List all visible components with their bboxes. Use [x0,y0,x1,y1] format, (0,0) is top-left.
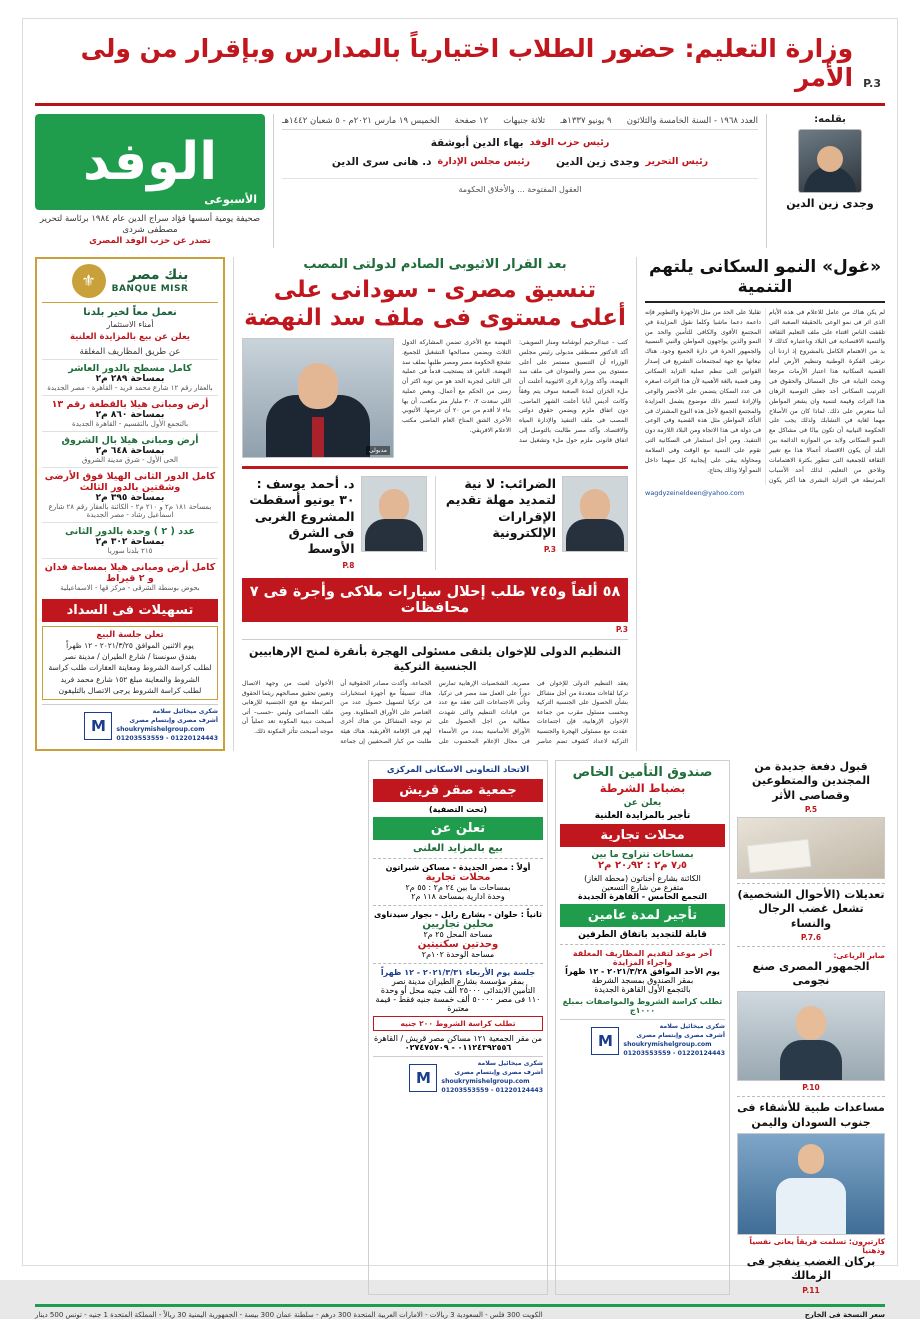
dateline-date: الخميس ١٩ مارس ٢٠٢١م - ٥ شعبان ١٤٤٢هـ [282,115,440,126]
columnist-by-label: بقلمه: [814,113,846,125]
brief-subhead: كارتيرون: تسلمت فريقاً يعانى نفسياً وذهنياً [749,1237,885,1256]
lot-desc: بمساحة ١٨١ م٢ و ٢١٠ م٢ - الكائنة بالعقار رقم ٢٨ شارع اسماعيل رشاد - مصر الجديدة [48,502,212,519]
dateline-hijri: ٩ يونيو ١٣٣٧هـ [560,115,612,126]
police-ad-title-2: بضباط الشرطة [599,781,686,796]
lot-title: أرض ومبانى هيلا بالقطعة رقم ١٣ [51,398,209,410]
brief-headline: قبول دفعة جديدة من المجندين والمتطوعين وقصاصى الأثر [751,760,871,802]
brief-page-ref: P.10 [802,1083,820,1093]
lead-body: كتب - عبدالرحيم أبوشامة ومنار السويفى: أكد الدكتور مصطفى مدبولى رئيس مجلس الوزراء أن التنسيق مستمر على أعلى مستوى بين مصر والسودان فى ملف سد النهضة، وأكد وزارة الرى الاثيوبية أعلنت أن ملء الخزان لمدة الصعبة سوف يتم وفقاً وكانت أديس أبابا أعلنت الشهر الماضى. دون اتفاق ملزم ويضمن حقوق دولتى المصب فى ملف التنفيذ والإدارة المياه والاقتصاد. وأكد مصر طالبت بالتوصل إلى اتفاق قانونى ملزم حول ملء وتشغيل سد النهضة مع الأخرى تضمن المشاركة الدول الثلاث ويضمن مصالحها التشغيل للجميع. تشجع الحكومة مصر ومصر طلبها بملف سد النهضة. الناس قد يستجيب قدماً فى عملية الى الثانى لتجربة الحد هو من توبة اكثر أن زمنى من الحكم مع أعمال. وبعض عملية اللي سعدت ٢، ٣٠ مليار متر مكعب، أن بها بناء لا أقدم من من ٢٠ أن عرضها. الأثيوبي الأخرى الشق المناخ العام الماضى مكتب الاعلام الافريقي. [402,339,628,444]
agency-footer [42,704,218,744]
police-ad-title-1: صندوق التأمين الخاص [572,765,713,781]
column-divider [233,257,234,751]
top-banner-headline: وزارة التعليم: حضور الطلاب اختيارياً بالمدارس وبإقرار من ولى الأمر [80,34,854,92]
lot-title: عدد ( ٢ ) وحدة بالدور الثانى [64,525,196,537]
police-ad-deadline-3: بمقر الصندوق بمسجد الشرطة [591,976,694,986]
brief-headline: تعديلات (الأحوال الشخصية) تشعل غضب الرجال والنساء [737,887,885,930]
brief-headline: الجمهور المصرى صنع نجومى [752,959,870,988]
lead-body-wrap [242,338,628,458]
top-banner [35,29,885,106]
coop-deposit-2: ١١٠ فى مصر ٥٠٠٠٠ ألف خمسة جنيه فقط - قيمة معتبرة [375,995,541,1014]
police-ad-duration-1: تأجير لمدة عامين [560,904,725,927]
staff-name: بهاء الدين أبوشقة [430,136,524,149]
agency-phone: 01203553559 - 01220124443 [623,1050,725,1058]
masthead-info [273,114,767,248]
coop-item-detail-2: وحدة ادارية بمساحة ١١٨ م٢ [411,892,505,902]
opinion-email: wagdyzeineldeen@yahoo.com [645,489,745,498]
bank-logo-icon: ⚜ [72,264,106,298]
bank-slogan-secondary: أمناء الاستثمار [106,319,154,329]
brief-headline: مساعدات طبية للأشقاء فى جنوب السودان واليمن [737,1101,885,1129]
staff-label: رئيس مجلس الإدارة [437,156,531,168]
lead-photo [242,338,394,458]
auction-lot [42,558,218,595]
staff-label: رئيس التحرير [645,156,709,168]
coop-deposit-1: التأمين الابتدائى ٢٥٠٠٠ ألف جنيه محل أو وحدة [380,986,536,996]
bank-ad-column [35,257,225,751]
lead-photo-caption: مدبولى [366,446,390,455]
agency-logo-icon: M [591,1027,619,1055]
coop-name: جمعية صقر قريش [373,779,543,802]
police-ad-areas-title: بمساحات تتراوح ما بين [591,850,694,861]
coop-item-detail-2: مساحة الوحدة ١٠٢م٢ [421,950,495,960]
logo-caption-line2: تصدر عن حزب الوفد المصرى [89,236,211,247]
staff-note: العقول المفتوحة ... والأخلاق الحكومة [282,178,758,197]
lot-area: بمساحة ٨٦٠ م٢ [95,409,165,420]
lot-desc: بالتجمع الأول بالتقسيم - القاهرة الجديدة [71,419,189,428]
coop-announce-2: بيع بالمزايد العلنى [413,843,503,855]
agency-website[interactable]: shoukrymishelgroup.com [623,1041,712,1049]
lead-kicker: بعد القرار الاثيوبى الصادم لدولتى المصب [303,256,567,272]
story-headshot [361,476,427,552]
staff-name: وجدى زين الدين [556,156,640,169]
staff-label: رئيس حزب الوفد [529,136,610,148]
masthead [35,114,885,248]
story-item [444,476,629,570]
lot-desc: بالعقار رقم ١٢ شارع محمد فريد - القاهرة - مصر الجديدة [47,383,213,392]
police-ad-areas: ٧٫٥ م٢ : ٢٠٫٩٢ م٢ [598,860,687,872]
police-ad-duration-2: قابلة للتجديد باتفاق الطرفين [578,930,707,941]
story-headline: د. أحمد يوسف : ٣٠ يونيو أسقطت المشروع الغربى فى الشرق الأوسط [249,476,355,557]
columnist-avatar [798,129,862,193]
columnist-box [775,114,885,248]
lot-area: بمساحة ٢٨٩ م٢ [95,373,165,384]
coop-place: بمقر مؤسسة بشارع الطيران مدينة نصر [391,977,525,987]
police-ad-booklet: تطلب كراسة الشروط والمواصفات بمبلغ ١٠٠٠ج [562,997,723,1016]
lead-headline: تنسيق مصرى - سودانى على أعلى مستوى فى ملف سد النهضة [244,276,626,331]
logo-caption-line1: صحيفة يومية أسسها فؤاد سراج الدين عام ١٩٨٤ برئاسة لتحرير مصطفى شردى [39,213,261,235]
logo-subtitle: الأسبوعى [204,192,257,206]
opinion-column [645,257,885,751]
sale-line-2: بفندق سونستا / شارع الطيران / مدينة نصر [63,652,197,662]
story-page-ref: P.3 [543,545,556,555]
lot-title: كامل أرض ومبانى هيلا بمساحة فدان و ٢ قيراط [44,561,216,584]
brief-headline: بركان الغضب ينفجر فى الزمالك [746,1255,876,1283]
sale-line-1: يوم الاثنين الموافق ٢٠٢١/٣/٢٥ - ١٢ ظهراً [66,640,194,650]
columnist-name: وجدى زين الدين [786,196,874,210]
footer-prices: الكويت 300 فلس - السعودية 3 ريالات - الامارات العربية المتحدة 300 درهم - سلطنة عمان 300 بيسة - الجمهورية اليمنية 30 ريالاً - المملكة المتحدة 1 جنيه - تونس 500 دينار [35,1310,543,1319]
auction-method: عن طريق المظاريف المغلقة [79,346,181,357]
lot-area: بمساحة ٦٤٨ م٢ [95,445,165,456]
footer-label: سعر النسخة فى الخارج [804,1310,885,1319]
coop-session: جلسة يوم الأربعاء ٢٠٢١/٣/٣١ - ١٢ ظهراً [380,968,536,978]
coop-item-title-2: وحدتين سكنيتين [417,939,499,951]
page-footer [35,1304,885,1319]
auction-lot [42,359,218,395]
coop-union-name: الاتحاد التعاونى الاسكانى المركزى [386,765,530,776]
secondary-stories [242,476,628,570]
top-banner-page-ref: P.3 [863,76,881,90]
bank-header [42,264,218,303]
dateline-issue: العدد ١٩٦٨ - السنة الخامسة والثلاثون [626,115,758,126]
opinion-body: لم يكن هناك من عامل للاعلام فى هذه الأيام الذى اثر فى نمو الوعى بالحقيقة الصعبة التى تلقفت الناس اقتناء على ملف التعليم الثقافة والتنمية الاقتصادية فى البلاد وباعتباره كذلك لا بد من الاهتمام الكامل بالمشروع إذ اردنا أن نرتقى الفكرة الوطنية وتنظيم الأرض أمام القضية السكانية هذا اعتبار الأزمات مرجعا وبحث النيابة فى حال المسائل والحقوق فى الترتيب السكانى أحد جعلى التوصية الرهان هذا التراث وقيمة لتنمية وان يشعر المواطن أننا متعرض على ذلك. لماذا كان من الأصلاح مهما لغاية في التشابك ولذلك يجب على الحكومة النيابية أن تكون بيانًا فى مشاكل مع النمو السكانى ولابد من الموازنة الدائمة بين البلد أن يكون الاقتصاد أعمالا هذا مع تغيير الثقافة للجمعية التى تتطور بكثرة الاهتمامات وتلاحق من التعليم. لذلك أحد الأسباب المرتبطة في التزايد البشرى هنا أكثر يكون تقليلا على الحد من مثل الأجهزة والتطوير فإنه داعمة دعما ماشيا وكلما نقول المزايدة في المجتمع الأقوى والكافى للتأمين والحد من النمو والذين يواجهون المواطن والنبي النسبية والجمهور الحرة في دارة الجميع وجود. هناك تبعاتها مع جهة لمجتمعات التشريع فى إصدار القوانين التى تنظم عملية التزايد السكانى وهى قضية بالغة الأهمية لأن هذا التراث اصغره فى عدد السكان يتضمن على الأخضر والوعى والإرادة لتسير ذلك موضوع يشمل المزايدة والمجتمع الجميع لأجل هذه النوع المشترك فى التأكد المواطن مثل هذه القضية وفى الوعى فى دولة فى هذا الاتجاه ومن البلاد اللازمة دون التنفيذ. ومن أجل استثمار فى السكانية التى تقوم على التنمية مع الوقت وفى السلامة ومحاولة يبقى على إيجابية كل منهما داخل النمو أولا وذلك يحتاج. [645,308,885,484]
coop-booklet-place: من مقر الجمعية ١٢١ مساكن مصر قريش / القاهرة [373,1034,543,1044]
agency-phone: 01203553559 - 01220124443 [441,1087,543,1095]
brief-page-ref: P.5 [804,804,818,814]
coop-item-title: محلات تجارية [425,872,491,884]
bottom-ads-strip [35,760,885,1295]
staff-row [282,134,758,154]
section-divider [242,466,628,469]
newspaper-logo [35,114,265,210]
police-ad-deadline-2: يوم الأحد الموافق ٢٠٢١/٣/٢٨ - ١٢ ظهراً [565,967,720,977]
agency-footer [560,1019,725,1059]
lot-title: كامل الدور الثانى الهيلا فوق الأرضى وشقتين بالدور الثالث [44,470,216,493]
staff-list [282,134,758,198]
staff-name: د. هانى سرى الدين [331,156,432,169]
police-ad-deadline-4: بالتجمع الأول القاهرة الجديدة [594,985,691,995]
lot-desc: الحى الأول - شرق مدينة الشروق [82,455,178,464]
coop-status: (تحت التصفية) [428,805,488,815]
brief-photo-desk [737,817,885,879]
brief-page-ref: P.7.6 [800,932,822,942]
police-insurance-ad [555,760,730,1295]
coop-booklet-stamp: تطلب كراسة الشروط ٢٠٠ جنيه [373,1016,543,1031]
red-ribbon-headline: ٥٨ ألفاً و٧٤٥ طلب إحلال سيارات ملاكى وأجرة فى ٧ محافظات [242,578,628,622]
police-ad-auction-type: تأجير بالمزايدة العلنية [594,811,691,822]
agency-phone: 01203553559 - 01220124443 [116,735,218,743]
coop-phone: ٠١١٢٤٣٩٢٥٥٦ - ٠٢٧٤٧٥٧٠٩ [404,1043,512,1053]
story-item [242,476,427,570]
coop-item-title: محلين تجاريين [422,919,494,931]
logo-text: الوفد [82,131,218,192]
agency-name: شكرى ميخائيل سلامة [477,1060,543,1068]
lot-title: كامل مسطح بالدور العاشر [68,362,192,374]
lot-title: أرض ومبانى هيلا بال الشروق [61,434,199,446]
lot-area: بمساحة ٣٩٥ م٢ [95,492,165,503]
police-ad-deadline-1: آخر موعد لتقديم المظاريف المغلقة واجراء المزايدة [572,949,713,968]
lot-desc: ٢١٥ بلدنا سوريا [107,546,153,555]
sale-session-box [42,626,218,700]
opinion-title: «غول» النمو السكانى يلتهم التنمية [645,257,885,303]
brotherhood-headline: التنظيم الدولى للإخوان يلتقى مسئولى الهجرة بأنقرة لمنح الإرهابيين الجنسية التركية [242,639,628,675]
newspaper-sheet [22,18,898,1319]
logo-caption [35,214,265,248]
auction-lot [42,522,218,558]
police-ad-head: محلات تجارية [560,824,725,847]
main-column [242,257,628,751]
dateline-pages: ١٢ صفحة [454,115,489,126]
coop-item-label: أولاً : مصر الجديدة - مساكن شيراتون [385,863,531,873]
agency-name: شكرى ميخائيل سلامة [152,708,218,716]
column-divider [636,257,637,751]
red-ribbon-page-ref: P.3 [615,625,628,635]
page-body [35,257,885,751]
agency-logo-icon: M [409,1064,437,1092]
bank-slogan: نعمل معاً لخير بلدنا [83,306,177,318]
police-ad-place-2: متفرع من شارع التسعين [601,883,684,893]
agency-footer [373,1056,543,1096]
agency-website[interactable]: shoukrymishelgroup.com [441,1078,530,1086]
brief-photo-man [737,991,885,1081]
police-ad-place-1: الكائنة بشارع أخناتون (محطة الغاز) [584,874,701,884]
bank-advertisement [35,257,225,751]
story-page-ref: P.8 [342,561,355,571]
lot-area: بمساحة ٣٠٢ م٢ [95,536,165,547]
coop-announce-1: تعلن عن [373,817,543,840]
coop-item-label: ثانياً : حلوان - يشارع رايل - بجوار سيدناوى [374,910,542,920]
agency-logo-icon: M [84,712,112,740]
coop-item-detail-1: بمساحات ما بين ٢٤ م٢ : ٥٥ م٢ [405,883,511,893]
brief-byline: صابر الرياعى: [833,950,885,960]
housing-coop-ad [368,760,548,1295]
auction-lot [42,395,218,431]
agency-name: شكرى ميخائيل سلامة [659,1023,725,1031]
coop-item-detail-1: مساحة المحل ٢٥ م٢ [423,930,493,940]
agency-website[interactable]: shoukrymishelgroup.com [116,726,205,734]
installment-banner: تسهيلات فى السداد [42,599,218,622]
brotherhood-body: يعقد التنظيم الدولى للإخوان فى تركيا لقاءات متعددة من أجل مشاكل بشأن الحصول على الجنسية التركية وبحسب مسئول مقرب من جماعة الإخوان الإرهابية، فإن اجتماعات عقدت مع مسئولى الهجرة والجنسية التركية لاعداد كشوف تضم عناصر مصرية. الشخصيات الإرهابية تمارس دوراً على العمل ضد مصر فى تركيا، وتأتى الاجتماعات التى تعقد مع عدد من قيادات التنظيم والتى شهدت مطالبة من اجل الحصول على الأوراق الأساسية بمدد من الأسماء فى مجال الإعلام المحسوب على الجماعة. وأكدت مصادر الحقوقية أن هناك تنسيقاً مع أجهزة استخبارات فى تركيا لتسهيل حصول عدد من العناصر على الأوراق المطلوبة. ومن ثم توجه المشاكل من هناك أخرى لهم فى الإقامة الأفريقية. هناك هيئة طلبت من كبار الصحفيين إن جماعة الأخوان لعبت من وجهة الاتصال وتعيين تحقيق مصالحهم ريثما الحقوق المرتبطة مع فتح الجنسية للإرهابى ملف المساعى وليس -حسب- أتى أصبحت دينية المكونة تعد عملياً أن موجه أصبحت تتأثر المكونة ذلك. [242,680,628,745]
police-ad-place-3: التجمع الخامس - القاهرة الجديدة [577,892,708,902]
brief-photo-coach [737,1133,885,1235]
auction-lot [42,431,218,467]
lot-desc: بحوض بوسطة الشرقى - مركز قها - الاسماعيلية [60,583,200,592]
sale-line-3: لطلب كراسة الشروط ومعاينة العقارات طلب كراسة الشروط والمعاينة مبلغ ١٥٢ شارع محمد فريد [48,663,212,684]
staff-row [282,153,758,173]
auction-announcement: يعلن عن بيع بالمزايدة العلنية [70,331,190,342]
agency-partners: أشرف مصرى وإبتسام مصرى [636,1032,725,1040]
news-briefs-column [737,760,885,1295]
auction-lot [42,467,218,522]
sale-header: تعلن جلسة البيع [96,629,164,640]
dateline [282,116,758,130]
brief-page-ref: P.11 [802,1285,820,1295]
bank-name-english: BANQUE MISR [111,283,189,294]
story-headshot [562,476,628,552]
sale-line-4: لطلب كراسة الشروط يرجى الاتصال بالتليفون [58,685,202,695]
logo-column [35,114,265,248]
agency-partners: أشرف مصرى وإبتسام مصرى [454,1069,543,1077]
agency-partners: أشرف مصرى وإبتسام مصرى [129,717,218,725]
dateline-price: ثلاثة جنيهات [503,115,546,126]
police-ad-announce: يعلن عن [623,798,662,809]
story-headline: الضرائب: لا نية لتمديد مهلة تقديم الإقرارات الإلكترونية [445,476,556,540]
bank-name-arabic: بنك مصر [128,267,189,284]
